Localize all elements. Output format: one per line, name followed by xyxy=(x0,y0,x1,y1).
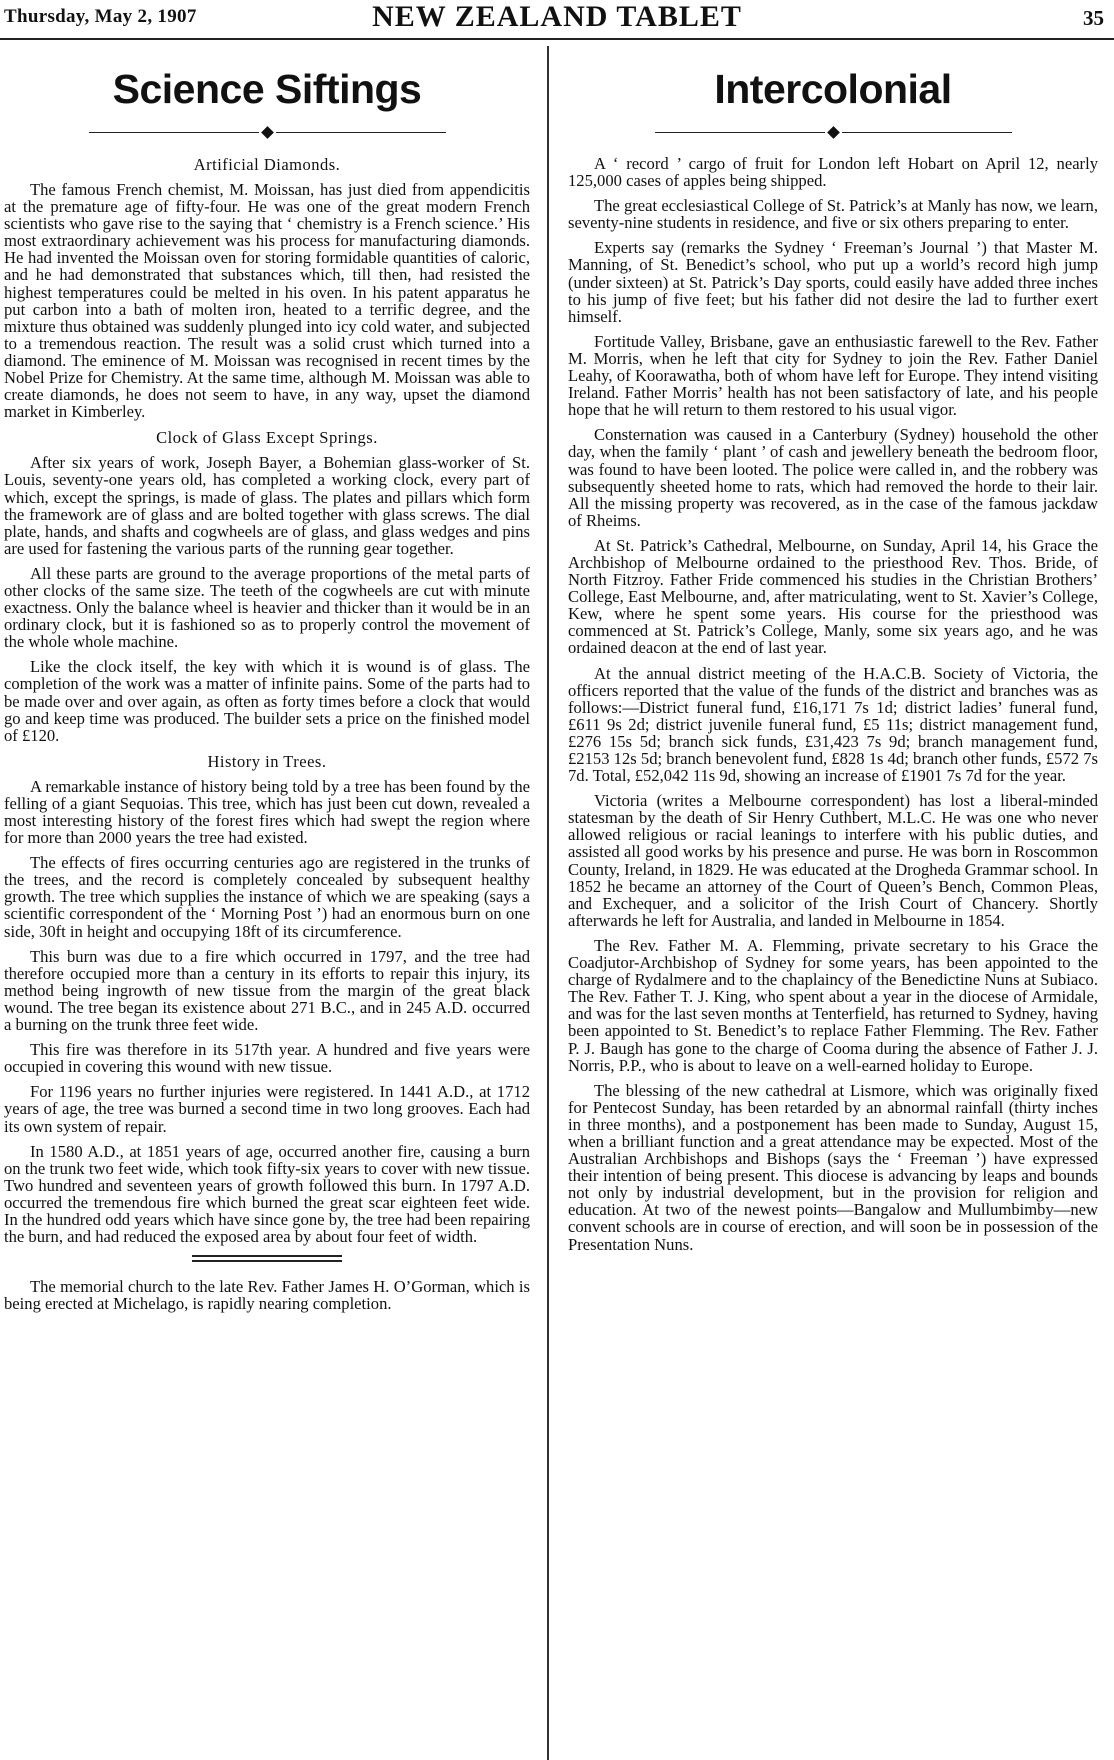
news-paragraph: The Rev. Father M. A. Flemming, private secretary to his Grace the Coadjutor-Archbishop of Sydney for some years, has been appointed to the charge of Rydalmere and to the chaplaincy of the Benedictine Nuns at Subiaco. The Rev. Father T. J. King, who spent about a year in the diocese of Armidale, and was for the last seven months at Tenterfield, has returned to Sydney, having been appointed to St. Benedict’s to replace Father Flemming. The Rev. Father P. J. Baugh has gone to the charge of Cooma during the absence of Father J. J. Norris, P.P., who is about to leave on a well-earned holiday to Europe. xyxy=(568,935,1098,1075)
article-paragraph: All these parts are ground to the average proportions of the metal parts of other clocks of the same size. The teeth of the cogwheels are cut with minute exactness. Only the balance wheel is heavier and thicker than it would be in an ordinary clock, but it is fashioned so as to properly control the movement of the whole whole machine. xyxy=(4,563,530,652)
news-paragraph: Victoria (writes a Melbourne correspondent) has lost a liberal-minded statesman by the death of Sir Henry Cuthbert, M.L.C. He was one who never allowed religious or racial leanings to interfere with his public duties, and assisted all good works by his presence and purse. He was born in Roscommon County, Ireland, in 1829. He was educated at the Drogheda Grammar school. In 1852 he became an attorney of the Court of Queen’s Bench, Common Pleas, and Exchequer, and a solicitor of the Irish Court of Chancery. Shortly afterwards he left for Australia, and landed in Melbourne in 1854. xyxy=(568,791,1098,930)
title-ornament xyxy=(568,123,1098,137)
diamond-icon xyxy=(827,126,840,139)
article-paragraph: A remarkable instance of history being told by a tree has been found by the felling of a giant Sequoias. This tree, which has just been cut down, revealed a most interesting history of the forest fires which had swept the region where for more than 2000 years the tree had existed. xyxy=(4,776,530,848)
news-paragraph: A ‘ record ’ cargo of fruit for London left Hobart on April 12, nearly 125,000 cases of apples being shipped. xyxy=(568,154,1098,191)
article-paragraph: After six years of work, Joseph Bayer, a Bohemian glass-worker of St. Louis, seventy-one years old, has completed a working clock, every part of which, except the springs, is made of glass. The plates and pillars which form the framework are of glass and are bolted together with glass screws. The dial plate, hands, and shafts and cogwheels are of glass, and glass wedges and pins are used for fastening the various parts of the running gear together. xyxy=(4,453,530,558)
article-paragraph: For 1196 years no further injuries were registered. In 1441 A.D., at 1712 years of age, the tree was burned a second time in two long grooves. Each had its own system of repair. xyxy=(4,1082,530,1136)
article-paragraph: Like the clock itself, the key with which it is wound is of glass. The completion of the work was a matter of infinite pains. Some of the parts had to be made over and over again, as often as forty times before a clock that would go and keep time was produced. The builder sets a price on the finished model of £120. xyxy=(4,657,530,745)
news-paragraph: At St. Patrick’s Cathedral, Melbourne, on Sunday, April 14, his Grace the Archbishop of Melbourne ordained to the priesthood Rev. Thos. Bride, of North Fitzroy. Father Fride commenced his studies in the Christian Brothers’ College, East Melbourne, and, after matriculating, went to St. Xavier’s College, Kew, where he spent some years. His course for the priesthood was commenced at St. Patrick’s College, Manly, some six years ago, and he was ordained deacon at the end of last year. xyxy=(568,535,1098,658)
news-paragraph: The blessing of the new cathedral at Lismore, which was originally fixed for Pentecost Sunday, has been retarded by an abnormal rainfall (thirty inches in three months), and a postponement has been made to Sunday, August 15, when a brilliant function and a great attendance may be expected. Most of the Australian Archbishops and Bishops (says the ‘ Freeman ’) have expressed their intention of being present. This diocese is advancing by leaps and bounds not only by industrial development, but in the provision for religion and education. At two of the newest points—Bangalow and Mullumbimby—new convent schools are in course of erection, and will soon be in possession of the Presentation Nuns. xyxy=(568,1080,1098,1254)
column-divider xyxy=(547,46,549,1760)
news-paragraph: Consternation was caused in a Canterbury (Sydney) household the other day, when the family ‘ plant ’ of cash and jewellery beneath the bedroom floor, was found to have been looted. The police were called in, and the robbery was subsequently sheeted home to rats, which had removed the horde to their lair. All the missing property was recovered, as in the case of the famous jackdaw of Rheims. xyxy=(568,425,1098,530)
section-divider-rule xyxy=(192,1255,342,1262)
section-heading: History in Trees. xyxy=(207,751,327,771)
header-rule xyxy=(0,38,1114,40)
diamond-icon xyxy=(261,126,274,139)
science-siftings-column xyxy=(4,52,530,1760)
newspaper-title: NEW ZEALAND TABLET xyxy=(372,0,742,33)
masthead xyxy=(0,0,1114,42)
issue-date: Thursday, May 2, 1907 xyxy=(4,6,197,27)
news-paragraph: At the annual district meeting of the H.A.C.B. Society of Victoria, the officers reported that the value of the funds of the district and branches was as follows:—District funeral fund, £16,171 7s 1d; district ladies’ funeral fund, £611 9s 2d; district juvenile funeral fund, £5 11s; district management fund, £276 15s 5d; branch sick funds, £31,423 7s 9d; branch management fund, £2153 12s 5d; branch benevolent fund, £828 1s 4d; branch other funds, £572 7s 7d. Total, £52,042 11s 9d, showing an increase of £1901 7s 7d for the year. xyxy=(568,663,1098,786)
title-ornament xyxy=(4,123,530,137)
article-paragraph: This burn was due to a fire which occurred in 1797, and the tree had therefore occupied more than a century in its efforts to repair this injury, its method being ingrowth of new tissue from the margin of the great black wound. The tree began its existence about 271 B.C., and in 245 A.D. occurred a burning on the trunk three feet wide. xyxy=(4,946,530,1035)
page-number: 35 xyxy=(1083,6,1104,30)
news-paragraph: Fortitude Valley, Brisbane, gave an enthusiastic farewell to the Rev. Father M. Morris, when he left that city for Sydney to join the Rev. Father Daniel Leahy, of Koorawatha, both of whom have left for Europe. They intend visiting Ireland. Father Morris’ health has not been satisfactory of late, and his people hope that he will return to them restored to his usual vigor. xyxy=(568,331,1098,420)
intercolonial-column xyxy=(568,52,1098,1760)
closing-paragraph: The memorial church to the late Rev. Father James H. O’Gorman, which is being erected at Michelago, is rapidly nearing completion. xyxy=(4,1277,530,1314)
column-title: Science Siftings xyxy=(112,66,422,112)
article-paragraph: The effects of fires occurring centuries ago are registered in the trunks of the trees, and the record is completely concealed by subsequent healthy growth. The tree which supplies the instance of which we are speaking (says a scientific correspondent of the ‘ Morning Post ’) had an enormous burn on one side, 30ft in height and occupying 18ft of its circumference. xyxy=(4,853,530,941)
news-paragraph: The great ecclesiastical College of St. Patrick’s at Manly has now, we learn, seventy-nine students in residence, and five or six others preparing to enter. xyxy=(568,196,1098,233)
section-heading: Clock of Glass Except Springs. xyxy=(156,428,378,448)
article-paragraph: In 1580 A.D., at 1851 years of age, occurred another fire, causing a burn on the trunk two feet wide, which took fifty-six years to cover with new tissue. Two hundred and seventeen years of growth followed this burn. In 1797 A.D. occurred the tremendous fire which burned the great scar eighteen feet wide. In the hundred odd years which have since gone by, the tree had been repairing the burn, and had reduced the exposed area by about four feet of width. xyxy=(4,1141,530,1247)
column-title: Intercolonial xyxy=(714,66,952,112)
article-paragraph: The famous French chemist, M. Moissan, has just died from appendicitis at the premature age of fifty-four. He was one of the great modern French scientists who gave rise to the saying that ‘ chemistry is a French science.’ His most extraordinary achievement was his process for manufacturing diamonds. He had invented the Moissan oven for storing formidable quantities of caloric, and he had demonstrated that substances which, till then, had resisted the highest temperatures could be melted in his oven. In his patent apparatus he put carbon into a bath of molten iron, heated to a terrific degree, and the mixture thus obtained was suddenly plunged into icy cold water, and subjected to a tremendous reaction. The result was a solid crust which turned into a diamond. The eminence of M. Moissan was recognised in recent times by the Nobel Prize for Chemistry. At the same time, although M. Moissan was able to create diamonds, he does not seem to have, in any way, upset the diamond market in Kimberley. xyxy=(4,180,530,422)
article-paragraph: This fire was therefore in its 517th year. A hundred and five years were occupied in covering this wound with new tissue. xyxy=(4,1040,530,1077)
section-heading: Artificial Diamonds. xyxy=(193,155,341,174)
news-paragraph: Experts say (remarks the Sydney ‘ Freeman’s Journal ’) that Master M. Manning, of St. Benedict’s school, who put up a world’s record high jump (under sixteen) at St. Patrick’s Day sports, could easily have added three inches to his jump of five feet; but his father did not desire the lad to further exert himself. xyxy=(568,238,1098,326)
